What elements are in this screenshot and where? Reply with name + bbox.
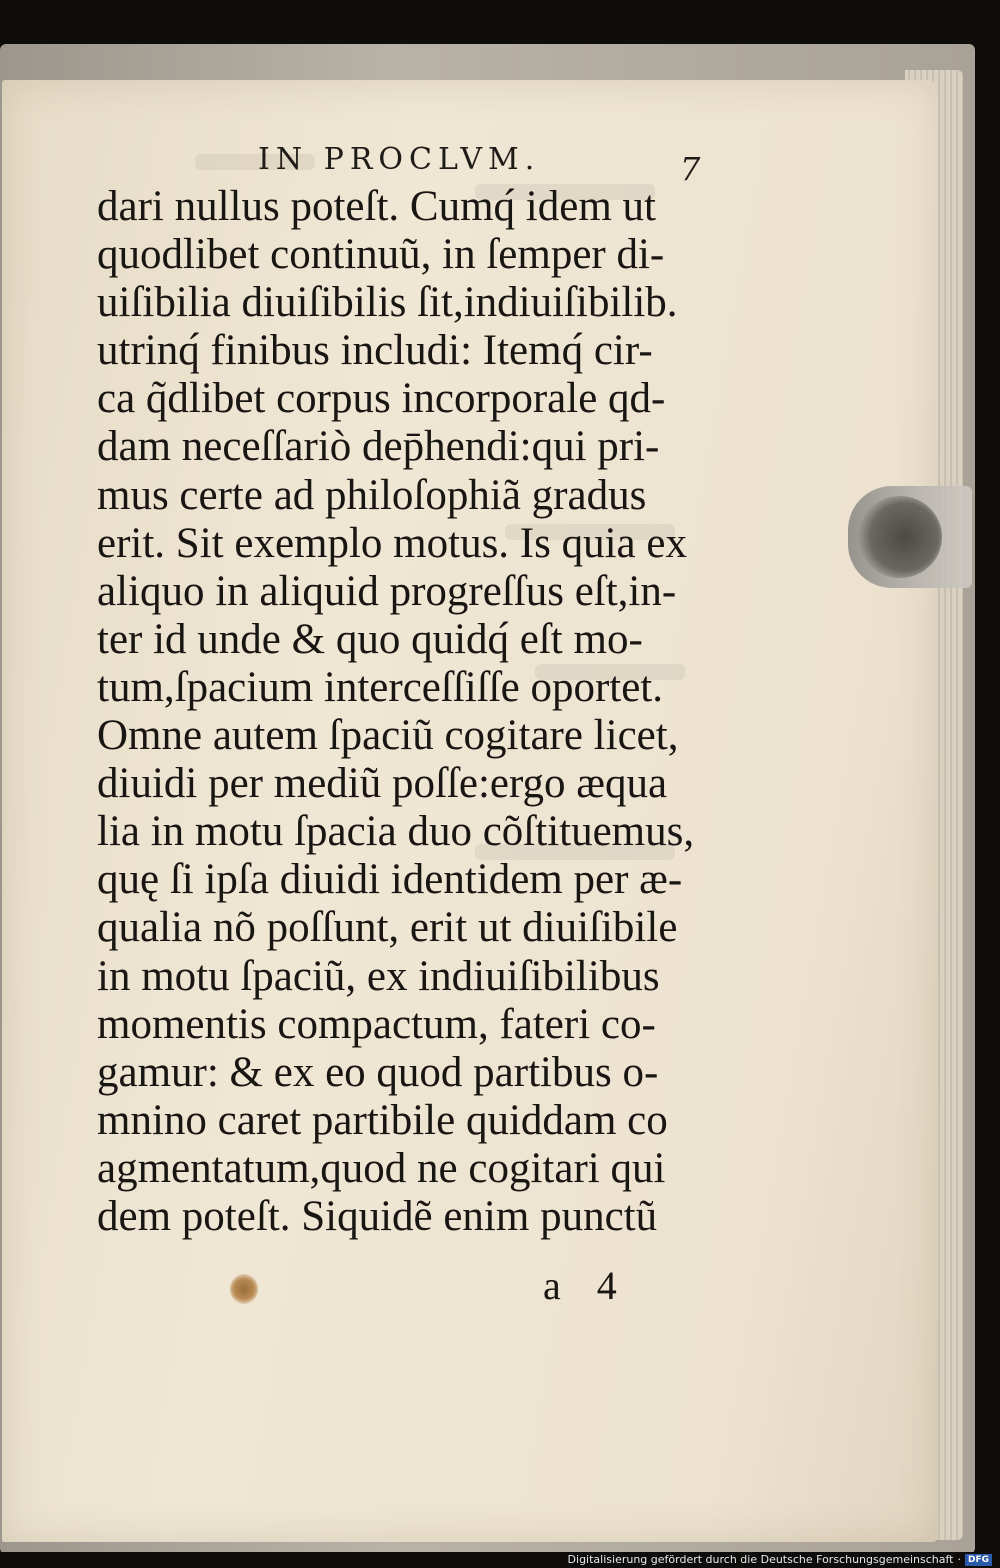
text-line: ca q̃dlibet corpus incorporale qd- — [97, 375, 666, 423]
text-line: dam neceſſariò dep̄hendi:qui pri- — [97, 423, 660, 471]
body-text — [97, 183, 697, 1241]
text-line: Omne autem ſpaciũ cogitare licet, — [97, 712, 679, 760]
text-line: lia in motu ſpacia duo cõſtituemus, — [97, 808, 695, 856]
text-line: agmentatum,quod ne cogitari qui — [97, 1144, 666, 1192]
clip-stain — [858, 496, 942, 578]
text-line: ter id unde & quo quidq́ eſt mo- — [97, 615, 643, 663]
separator: · — [957, 1553, 961, 1566]
text-line: uiſibilia diuiſibilis ſit,indiuiſibilib. — [97, 279, 678, 327]
text-line: tum,ſpacium interceſſiſſe oportet. — [97, 663, 663, 711]
text-line: dari nullus poteſt. Cumq́ idem ut — [97, 183, 656, 230]
text-line: diuidi per mediũ poſſe:ergo æqua — [97, 760, 668, 808]
text-line: erit. Sit exemplo motus. Is quia ex — [97, 519, 687, 567]
text-line: utrinq́ finibus includi: Itemq́ cir- — [97, 327, 653, 375]
text-line: dem poteſt. Siquidẽ enim punctũ — [97, 1192, 658, 1240]
text-line: in motu ſpaciũ, ex indiuiſibilibus — [97, 952, 660, 1000]
text-line: momentis compactum, fateri co- — [97, 1000, 656, 1048]
text-line: aliquo in aliquid progreſſus eſt,in- — [97, 567, 677, 615]
text-line: qualia nõ poſſunt, erit ut diuiſibile — [97, 904, 678, 952]
text-line: quodlibet continuũ, in ſemper di- — [97, 231, 665, 279]
text-line: gamur: & ex eo quod partibus o- — [97, 1048, 659, 1096]
signature-mark: a 4 — [543, 1263, 617, 1308]
foxing-stain — [230, 1274, 258, 1304]
running-head: IN PROCLVM. — [258, 142, 541, 177]
dfg-logo-icon: DFG — [965, 1554, 992, 1566]
text-line: quę ſi ipſa diuidi identidem per æ- — [97, 856, 683, 904]
text-line: mus certe ad philoſophiã gradus — [97, 471, 647, 519]
credit-text: Digitalisierung gefördert durch die Deutsche Forschungsgemeinschaft — [567, 1553, 954, 1566]
funding-credit — [568, 1553, 992, 1566]
folio-number: 7 — [680, 150, 701, 188]
text-line: mnino caret partibile quiddam co — [97, 1096, 668, 1144]
